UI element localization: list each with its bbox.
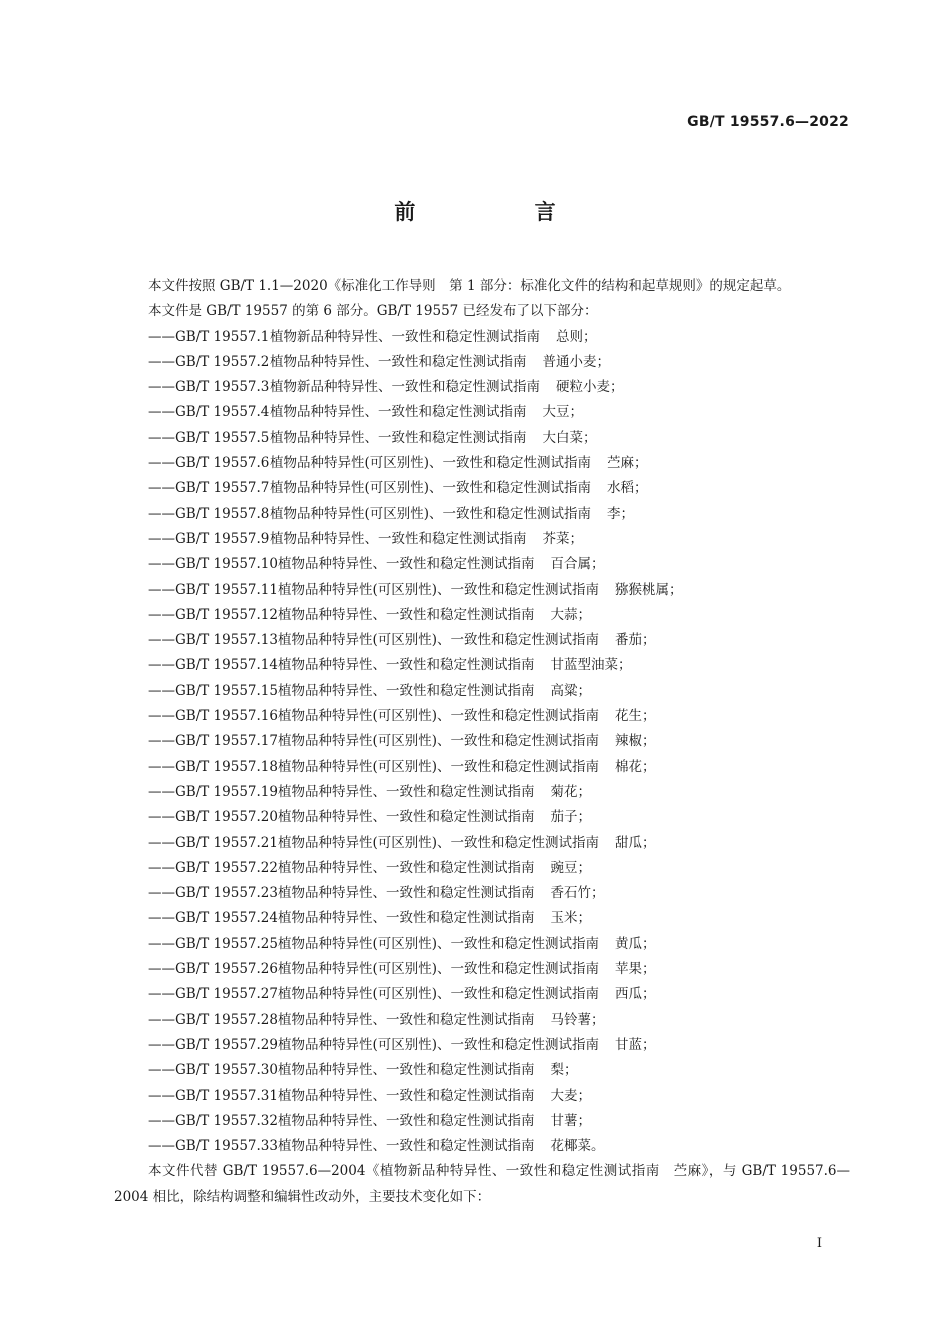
part-crop: 大蒜； [550,606,591,623]
part-crop: 甘薯； [550,1112,591,1129]
list-item [114,628,850,653]
part-title: 植物品种特异性、一致性和稳定性测试指南 [278,657,535,674]
list-item [114,704,850,729]
part-crop: 玉米； [550,910,591,927]
part-crop: 大豆； [542,404,583,421]
part-title: 植物品种特异性、一致性和稳定性测试指南 [278,556,535,573]
part-crop: 番茄； [615,632,656,649]
list-item [114,325,850,350]
list-item [114,502,850,527]
list-item [114,1109,850,1134]
part-crop: 梨； [550,1062,578,1079]
part-code: ——GB/T 19557.9 [148,530,270,547]
part-title: 植物品种特异性、一致性和稳定性测试指南 [278,1138,535,1155]
part-code: ——GB/T 19557.23 [148,885,278,902]
list-item [114,426,850,451]
part-code: ——GB/T 19557.31 [148,1087,278,1104]
part-crop: 普通小麦； [542,353,610,370]
part-code: ——GB/T 19557.3 [148,379,270,396]
part-code: ——GB/T 19557.7 [148,480,270,497]
part-crop: 辣椒； [615,733,656,750]
list-item [114,906,850,931]
part-title: 植物品种特异性、一致性和稳定性测试指南 [278,1087,535,1104]
list-item [114,805,850,830]
part-title: 植物品种特异性、一致性和稳定性测试指南 [278,809,535,826]
part-title: 植物品种特异性(可区别性)、一致性和稳定性测试指南 [278,581,600,598]
part-title: 植物品种特异性(可区别性)、一致性和稳定性测试指南 [278,708,600,725]
part-crop: 总则； [556,328,597,345]
part-code: ——GB/T 19557.29 [148,1036,278,1053]
list-item [114,780,850,805]
list-item [114,375,850,400]
part-code: ——GB/T 19557.33 [148,1138,278,1155]
list-item [114,400,850,425]
part-crop: 菊花； [550,783,591,800]
part-crop: 硬粒小麦； [556,379,624,396]
part-code: ——GB/T 19557.30 [148,1062,278,1079]
list-item [114,729,850,754]
part-code: ——GB/T 19557.6 [148,455,270,472]
part-title: 植物品种特异性(可区别性)、一致性和稳定性测试指南 [278,961,600,978]
standard-code: GB/T 19557.6—2022 [687,114,849,130]
part-crop: 马铃薯； [550,1011,605,1028]
part-code: ——GB/T 19557.2 [148,353,270,370]
part-crop: 甘蓝； [615,1036,656,1053]
list-item [114,982,850,1007]
page-title: 前 言 [394,200,612,224]
part-title: 植物品种特异性、一致性和稳定性测试指南 [278,910,535,927]
part-title: 植物新品种特异性、一致性和稳定性测试指南 [270,379,540,396]
part-title: 植物品种特异性(可区别性)、一致性和稳定性测试指南 [278,935,600,952]
part-code: ——GB/T 19557.22 [148,859,278,876]
part-title: 植物新品种特异性、一致性和稳定性测试指南 [270,328,540,345]
list-item [114,679,850,704]
part-crop: 西瓜； [615,986,656,1003]
list-item [114,350,850,375]
page-number: I [816,1236,822,1251]
part-crop: 李； [607,505,635,522]
part-title: 植物品种特异性(可区别性)、一致性和稳定性测试指南 [270,480,592,497]
part-code: ——GB/T 19557.13 [148,632,278,649]
part-code: ——GB/T 19557.1 [148,328,270,345]
list-item [114,932,850,957]
intro-paragraph-2: 本文件是 GB/T 19557 的第 6 部分。GB/T 19557 已经发布了以下部分： [148,303,598,320]
part-code: ——GB/T 19557.26 [148,961,278,978]
list-item [114,476,850,501]
part-crop: 大白菜； [542,429,597,446]
parts-list [114,325,850,1160]
list-item [114,451,850,476]
list-item [114,552,850,577]
list-item [114,578,850,603]
part-crop: 苎麻； [607,455,648,472]
part-code: ——GB/T 19557.15 [148,682,278,699]
part-crop: 水稻； [607,480,648,497]
part-title: 植物品种特异性(可区别性)、一致性和稳定性测试指南 [278,986,600,1003]
part-crop: 茄子； [550,809,591,826]
part-crop: 高粱； [550,682,591,699]
part-code: ——GB/T 19557.24 [148,910,278,927]
part-crop: 棉花； [615,758,656,775]
part-code: ——GB/T 19557.27 [148,986,278,1003]
list-item [114,1058,850,1083]
part-crop: 甜瓜； [615,834,656,851]
part-title: 植物品种特异性(可区别性)、一致性和稳定性测试指南 [270,455,592,472]
part-code: ——GB/T 19557.28 [148,1011,278,1028]
part-code: ——GB/T 19557.32 [148,1112,278,1129]
list-item [114,527,850,552]
part-title: 植物品种特异性、一致性和稳定性测试指南 [278,859,535,876]
part-title: 植物品种特异性、一致性和稳定性测试指南 [278,682,535,699]
part-code: ——GB/T 19557.16 [148,708,278,725]
list-item [114,755,850,780]
part-title: 植物品种特异性、一致性和稳定性测试指南 [278,1112,535,1129]
list-item [114,1033,850,1058]
part-crop: 花椰菜。 [550,1138,605,1155]
part-crop: 苹果； [615,961,656,978]
part-title: 植物品种特异性(可区别性)、一致性和稳定性测试指南 [278,1036,600,1053]
intro-paragraph-1: 本文件按照 GB/T 1.1—2020《标准化工作导则 第 1 部分：标准化文件的结构和起草规则》的规定起草。 [148,278,791,294]
list-item [114,831,850,856]
replacement-paragraph: 本文件代替 GB/T 19557.6—2004《植物新品种特异性、一致性和稳定性测试指南 苎麻》，与 GB/T 19557.6—2004 相比，除结构调整和编辑性改动外，主要技术变化如下： [114,1163,850,1205]
part-crop: 黄瓜； [615,935,656,952]
list-item [114,856,850,881]
part-crop: 香石竹； [550,885,605,902]
part-crop: 豌豆； [550,859,591,876]
part-title: 植物品种特异性、一致性和稳定性测试指南 [270,530,527,547]
part-crop: 百合属； [550,556,605,573]
part-code: ——GB/T 19557.10 [148,556,278,573]
foreword-body [114,274,850,1210]
part-title: 植物品种特异性、一致性和稳定性测试指南 [278,1062,535,1079]
list-item [114,653,850,678]
part-code: ——GB/T 19557.5 [148,429,270,446]
list-item [114,1008,850,1033]
part-title: 植物品种特异性、一致性和稳定性测试指南 [270,353,527,370]
part-code: ——GB/T 19557.14 [148,657,278,674]
part-title: 植物品种特异性、一致性和稳定性测试指南 [278,783,535,800]
part-crop: 芥菜； [542,530,583,547]
part-code: ——GB/T 19557.12 [148,606,278,623]
part-title: 植物品种特异性、一致性和稳定性测试指南 [278,885,535,902]
part-code: ——GB/T 19557.4 [148,404,270,421]
part-crop: 大麦； [550,1087,591,1104]
part-title: 植物品种特异性(可区别性)、一致性和稳定性测试指南 [278,632,600,649]
part-crop: 花生； [615,708,656,725]
part-code: ——GB/T 19557.8 [148,505,270,522]
part-crop: 甘蓝型油菜； [550,657,632,674]
part-title: 植物品种特异性、一致性和稳定性测试指南 [270,404,527,421]
part-code: ——GB/T 19557.19 [148,783,278,800]
part-title: 植物品种特异性(可区别性)、一致性和稳定性测试指南 [270,505,592,522]
part-title: 植物品种特异性、一致性和稳定性测试指南 [278,606,535,623]
part-code: ——GB/T 19557.21 [148,834,278,851]
part-code: ——GB/T 19557.18 [148,758,278,775]
part-code: ——GB/T 19557.17 [148,733,278,750]
list-item [114,603,850,628]
part-title: 植物品种特异性(可区别性)、一致性和稳定性测试指南 [278,758,600,775]
list-item [114,881,850,906]
part-title: 植物品种特异性(可区别性)、一致性和稳定性测试指南 [278,834,600,851]
list-item [114,957,850,982]
part-title: 植物品种特异性(可区别性)、一致性和稳定性测试指南 [278,733,600,750]
part-title: 植物品种特异性、一致性和稳定性测试指南 [278,1011,535,1028]
part-code: ——GB/T 19557.11 [148,581,278,598]
part-title: 植物品种特异性、一致性和稳定性测试指南 [270,429,527,446]
part-code: ——GB/T 19557.25 [148,935,278,952]
part-crop: 猕猴桃属； [615,581,683,598]
part-code: ——GB/T 19557.20 [148,809,278,826]
list-item [114,1134,850,1159]
list-item [114,1084,850,1109]
